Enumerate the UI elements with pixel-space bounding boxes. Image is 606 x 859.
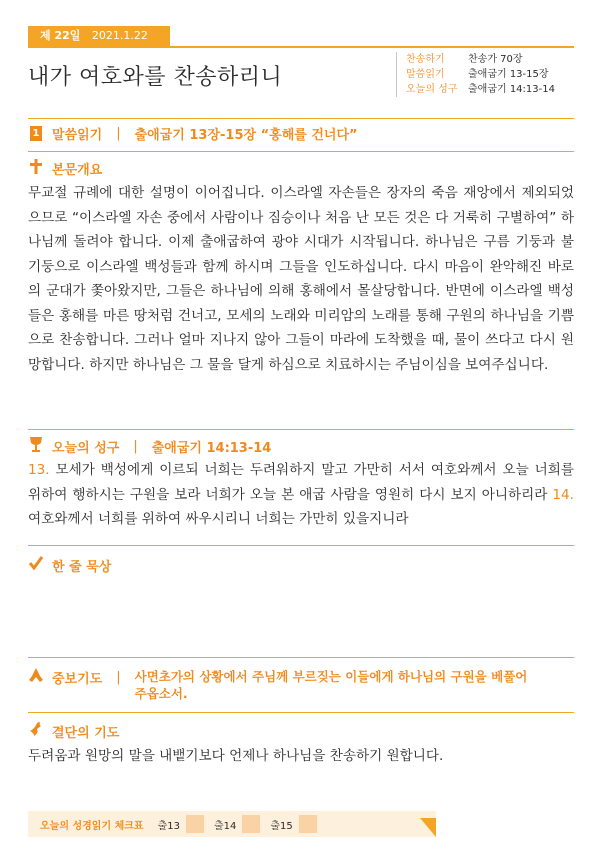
- divider: [28, 151, 574, 152]
- verse-heading: [28, 436, 574, 456]
- reading-checklist: [28, 811, 436, 837]
- resolution-section: [28, 712, 574, 769]
- reading-text: 출애굽기 13장-15장 “홍해를 건너다”: [134, 127, 358, 143]
- checklist-item-label: 출15: [270, 820, 293, 832]
- reading-heading: [28, 123, 574, 143]
- praying-hands-icon: [28, 667, 44, 687]
- verse-text: 13. 모세가 백성에게 이르되 너희는 두려워하지 말고 가만히 서서 여호와께서 오늘 너희를 위하여 행하시는 구원을 보라 너희가 오늘 본 애굽 사람을 영원히 다시 보지 아니하리라 14. 여호와께서 너희를 위하여 싸우시리니 너희는 가만히 있을지니라: [28, 462, 574, 527]
- verse-label: 오늘의 성구: [52, 440, 120, 456]
- resolution-text: 두려움과 원망의 말을 내뱉기보다 언제나 하나님을 찬송하기 원합니다.: [28, 748, 444, 764]
- meditation-heading: [28, 555, 574, 575]
- intercession-label: 중보기도: [52, 671, 103, 687]
- book-icon: 1: [28, 125, 44, 141]
- summary-section: [28, 151, 574, 377]
- separator: |: [133, 438, 138, 454]
- divider: [28, 429, 574, 430]
- meditation-section: [28, 545, 574, 647]
- divider: [28, 545, 574, 546]
- intercession-row: [28, 667, 574, 702]
- info-row-reading: 말씀읽기 출애굽기 13-15장: [406, 69, 549, 80]
- top-rule: [28, 46, 574, 48]
- date: 2021.1.22: [91, 29, 148, 42]
- summary-label: 본문개요: [52, 162, 103, 178]
- cup-icon: [28, 437, 44, 456]
- divider: [28, 657, 574, 658]
- checklist-item-label: 출14: [213, 820, 237, 832]
- checklist-checkbox[interactable]: [299, 815, 317, 833]
- separator: |: [116, 669, 121, 685]
- checklist-item-label: 출13: [157, 820, 180, 832]
- cross-icon: [28, 159, 44, 178]
- summary-heading: [28, 158, 574, 178]
- reading-section: [28, 118, 574, 143]
- verse-ref: 출애굽기 14:13-14: [151, 440, 272, 456]
- meditation-writing-area[interactable]: [28, 575, 574, 647]
- verse-number: 14.: [552, 486, 574, 503]
- intercession-heading: [28, 667, 135, 687]
- checklist-checkbox[interactable]: [242, 815, 260, 833]
- info-row-verse: 오늘의 성구 출애굽기 14:13-14: [406, 84, 555, 95]
- check-icon: [28, 556, 44, 574]
- divider: [28, 118, 574, 119]
- info-row-hymn: 찬송하기 찬송가 70장: [406, 54, 523, 65]
- intercession-section: [28, 657, 574, 702]
- checklist-label: 오늘의 성경읽기 체크표: [40, 820, 144, 832]
- day-tab: [28, 26, 170, 46]
- resolution-heading: [28, 721, 574, 741]
- intercession-text: 사면초가의 상황에서 주님께 부르짖는 이들에게 하나님의 구원을 베풀어 주옵소서.: [134, 669, 528, 701]
- dove-icon: [28, 721, 44, 741]
- verse-number: 13.: [28, 462, 50, 478]
- resolution-label: 결단의 기도: [52, 725, 120, 741]
- separator: |: [116, 125, 121, 141]
- info-box: [396, 52, 555, 97]
- divider: [28, 712, 574, 713]
- verse-section: [28, 429, 574, 532]
- day-number: 제 22일: [40, 29, 81, 42]
- checklist-checkbox[interactable]: [186, 815, 204, 833]
- meditation-label: 한 줄 묵상: [52, 559, 112, 575]
- page-title: 내가 여호와를 찬송하리니: [28, 65, 283, 90]
- reading-label: 말씀읽기: [52, 127, 103, 143]
- summary-text: 무교절 규례에 대한 설명이 이어집니다. 이스라엘 자손들은 장자의 죽음 재앙에서 제외되었으므로 “이스라엘 자손 중에서 사람이나 짐승이나 처음 난 모든 것은 다 거룩히 구별하여” 하나님께 돌려야 합니다. 이제 출애굽하여 광야 시대가 시작됩니다. 하나님은 구름 기둥과 불 기둥으로 이스라엘 백성들과 함께 하시며 그들을 인도하십니다. 다시 마음이 완악해진 바로의 군대가 쫓아왔지만, 그들은 하나님에 의해 홍해에서 몰살당합니다. 반면에 이스라엘 백성들은 홍해를 마른 땅처럼 건너고, 모세의 노래와 미리암의 노래를 통해 구원의 하나님을 기쁨으로 찬송합니다. 그러나 얼마 지나지 않아 그들이 마라에 도착했을 때, 물이 쓰다고 다시 원망합니다. 하지만 하나님은 그 물을 달게 하심으로 치료하시는 주님이심을 보여주십니다.: [28, 185, 574, 373]
- page-corner-fold: [420, 818, 436, 837]
